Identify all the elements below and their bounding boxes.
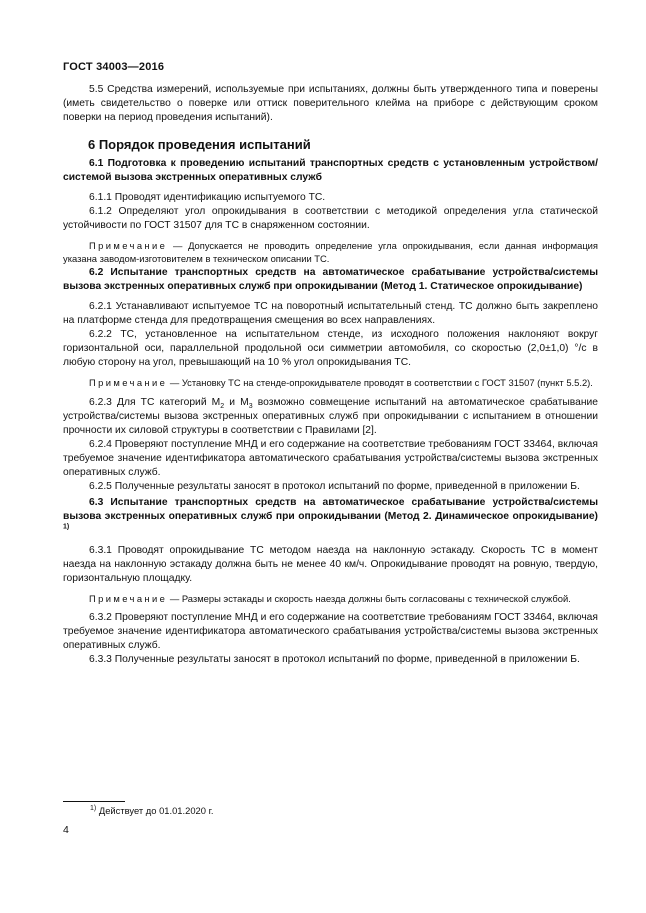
paragraph-6-1-2: 6.1.2 Определяют угол опрокидывания в соответствии с методикой определения угла статической устойчивости по ГОСТ 31507 для ТС в снаряженном состоянии.	[63, 206, 598, 231]
footnote	[90, 805, 213, 816]
paragraph-6-1-1: 6.1.1 Проводят идентификацию испытуемого ТС.	[89, 192, 326, 203]
note-6-2	[63, 376, 598, 389]
footnote-divider	[63, 801, 125, 802]
paragraph-6-2-4: 6.2.4 Проверяют поступление МНД и его содержание на соответствие требованиям ГОСТ 33464, включая требуемое значение идентификатора автоматического срабатывания устройства/системы вызова экстренных оперативных служб.	[63, 439, 598, 478]
note-label: Примечание	[89, 593, 168, 604]
footnote-ref-mark: 1)	[63, 523, 70, 531]
page-number: 4	[63, 824, 69, 836]
clause-6-2	[63, 266, 598, 494]
paragraph-6-3-1: 6.3.1 Проводят опрокидывание ТС методом наезда на наклонную эстакаду. Скорость ТС в момент наезда на наклонную эстакаду должна быть не менее 40 км/ч. Опрокидывание проводят на ровную, твердую, горизонтальную площадку.	[63, 545, 598, 584]
p623-part-c: возможно совмещение испытаний на автоматическое срабатывание устройства/системы вызова экстренных оперативных служб при опрокидывании с испытанием в отношении прочности их силовой структуры в соответствии с Правилами [2].	[63, 397, 598, 436]
paragraph-6-2-5: 6.2.5 Полученные результаты заносят в протокол испытаний по форме, приведенной в приложении Б.	[89, 481, 580, 492]
category-subscript-2: 2	[220, 403, 225, 411]
paragraph-6-2-2: 6.2.2 ТС, установленное на испытательном стенде, из исходного положения наклоняют вокруг горизонтальной оси, параллельной продольной оси симметрии автомобиля, со скоростью (2,0±1,0) °/с в любую сторону на угол, превышающий на 10 % угол опрокидывания ТС.	[63, 329, 598, 368]
document-code-header: ГОСТ 34003—2016	[63, 61, 165, 73]
heading-6-2: 6.2 Испытание транспортных средств на автоматическое срабатывание устройства/системы вызова экстренных оперативных служб при опрокидывании (Метод 1. Статическое опрокидывание)	[63, 267, 598, 292]
clause-5-5	[63, 83, 598, 125]
heading-6-3	[63, 496, 598, 538]
paragraph-6-2-3	[63, 396, 598, 438]
heading-6-1: 6.1 Подготовка к проведению испытаний транспортных средств с установленным устройством/системой вызова экстренных оперативных служб	[63, 158, 598, 183]
clause-6-3	[63, 496, 598, 667]
note-label: Примечание	[89, 377, 168, 388]
paragraph-6-3-2: 6.3.2 Проверяют поступление МНД и его содержание на соответствие требованиям ГОСТ 33464, включая требуемое значение идентификатора автоматического срабатывания устройства/системы вызова экстренных оперативных служб.	[63, 612, 598, 651]
note-text: — Размеры эстакады и скорость наезда должны быть согласованы с технической службой.	[167, 593, 571, 604]
p623-part-b: и M	[224, 397, 249, 408]
section-6-title: 6 Порядок проведения испытаний	[88, 137, 311, 152]
note-6-3	[63, 592, 598, 605]
paragraph-6-3-3: 6.3.3 Полученные результаты заносят в протокол испытаний по форме, приведенной в приложении Б.	[89, 654, 580, 665]
note-text: — Допускается не проводить определение угла опрокидывания, если данная информация указана заводом-изготовителем в техническом описании ТС.	[63, 240, 598, 264]
note-text: — Установку ТС на стенде-опрокидывателе проводят в соответствии с ГОСТ 31507 (пункт 5.5.2).	[167, 377, 593, 388]
paragraph-5-5: 5.5 Средства измерений, используемые при испытаниях, должны быть утвержденного типа и поверены (иметь свидетельство о поверке или оттиск поверительного клейма на приборе с действующим сроком поверки на период проведения испытаний).	[63, 84, 598, 123]
footnote-mark: 1)	[90, 804, 97, 812]
footnote-text: Действует до 01.01.2020 г.	[96, 805, 214, 816]
category-subscript-3: 3	[248, 403, 253, 411]
clause-6-1	[63, 157, 598, 265]
p623-part-a: 6.2.3 Для ТС категорий M	[89, 397, 221, 408]
heading-6-3-text: 6.3 Испытание транспортных средств на автоматическое срабатывание устройства/системы вызова экстренных оперативных служб при опрокидывании (Метод 2. Динамическое опрокидывание)	[63, 497, 598, 522]
paragraph-6-2-1: 6.2.1 Устанавливают испытуемое ТС на поворотный испытательный стенд. ТС должно быть закреплено на платформе стенда для предотвращения смещения во всех направлениях.	[63, 301, 598, 326]
note-label: Примечание	[89, 240, 168, 251]
note-6-1	[63, 239, 598, 265]
